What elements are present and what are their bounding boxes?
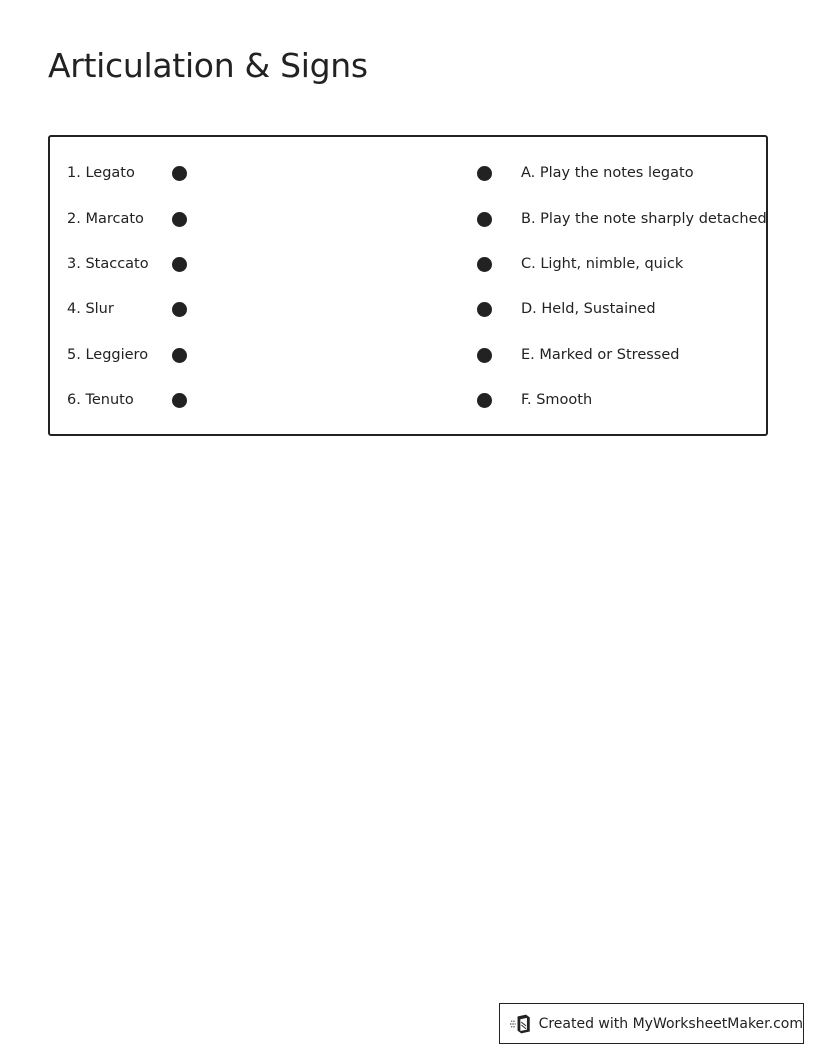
left-connector-dot[interactable] [172, 393, 187, 408]
right-connector-dot[interactable] [477, 348, 492, 363]
left-connector-dot[interactable] [172, 212, 187, 227]
right-item-label: B. Play the note sharply detached [521, 211, 767, 227]
matching-row [50, 345, 766, 365]
right-connector-dot[interactable] [477, 212, 492, 227]
left-connector-dot[interactable] [172, 257, 187, 272]
matching-row [50, 390, 766, 410]
left-connector-dot[interactable] [172, 302, 187, 317]
right-connector-dot[interactable] [477, 393, 492, 408]
worksheet-maker-logo-icon [510, 1013, 533, 1035]
right-item-label: C. Light, nimble, quick [521, 256, 684, 272]
left-item-label: 3. Staccato [67, 256, 149, 272]
matching-row [50, 254, 766, 274]
page-title: Articulation & Signs [48, 46, 368, 85]
right-item-label: A. Play the notes legato [521, 165, 694, 181]
left-connector-dot[interactable] [172, 166, 187, 181]
matching-row [50, 163, 766, 183]
right-item-label: D. Held, Sustained [521, 301, 656, 317]
matching-row [50, 299, 766, 319]
left-connector-dot[interactable] [172, 348, 187, 363]
left-item-label: 1. Legato [67, 165, 135, 181]
right-connector-dot[interactable] [477, 257, 492, 272]
left-item-label: 5. Leggiero [67, 347, 149, 363]
left-item-label: 4. Slur [67, 301, 114, 317]
right-connector-dot[interactable] [477, 166, 492, 181]
footer-text: Created with MyWorksheetMaker.com [538, 1015, 803, 1032]
footer-credit[interactable] [499, 1003, 804, 1044]
left-item-label: 6. Tenuto [67, 392, 134, 408]
matching-row [50, 209, 766, 229]
right-item-label: E. Marked or Stressed [521, 347, 680, 363]
right-item-label: F. Smooth [521, 392, 593, 408]
left-item-label: 2. Marcato [67, 211, 144, 227]
right-connector-dot[interactable] [477, 302, 492, 317]
matching-box [48, 135, 768, 436]
